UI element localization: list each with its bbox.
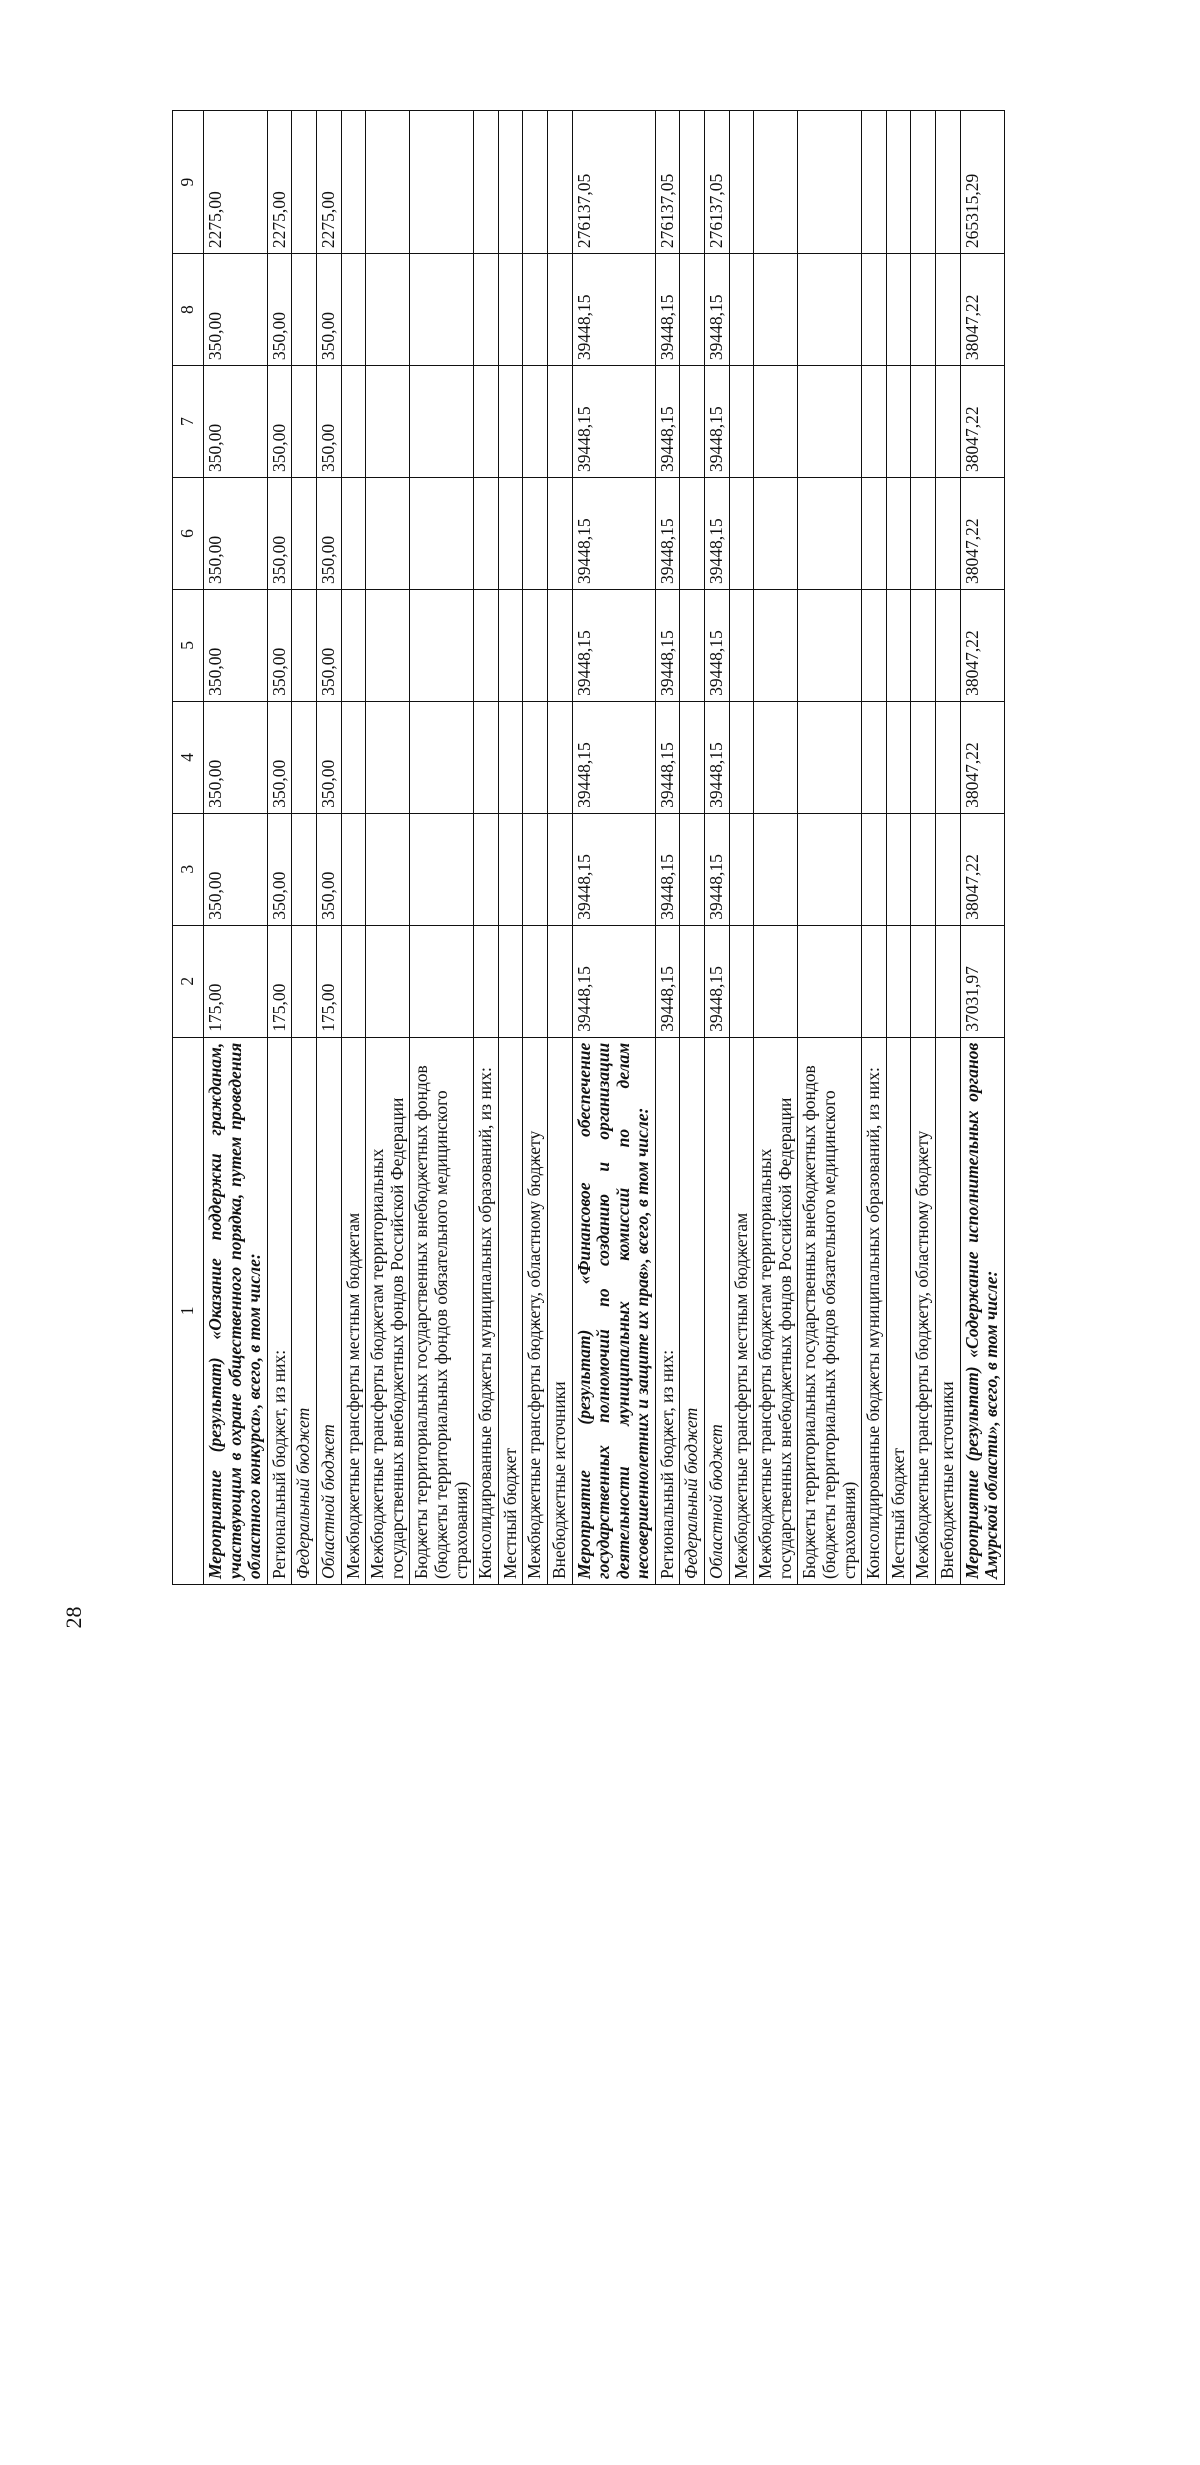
value-cell-col-4: 39448,15 [572, 701, 655, 813]
value-cell-col-6: 350,00 [204, 478, 268, 590]
value-cell-col-8 [498, 254, 523, 366]
value-cell-col-7 [523, 366, 548, 478]
value-cell-col-3 [474, 813, 499, 925]
value-cell-col-5: 350,00 [267, 589, 292, 701]
table-row [936, 111, 961, 1585]
value-cell-col-8 [292, 254, 317, 366]
value-cell-col-3 [754, 813, 798, 925]
value-cell-col-8 [754, 254, 798, 366]
table-row [862, 111, 887, 1585]
column-header-6: 6 [173, 478, 204, 590]
row-label-cell: Консолидированные бюджеты муниципальных образований, из них: [474, 1037, 499, 1584]
value-cell-col-6 [523, 478, 548, 590]
value-cell-col-3 [410, 813, 474, 925]
value-cell-col-8 [523, 254, 548, 366]
value-cell-col-8 [886, 254, 911, 366]
value-cell-col-9 [341, 111, 366, 254]
value-cell-col-3: 350,00 [204, 813, 268, 925]
value-cell-col-2: 39448,15 [572, 925, 655, 1037]
value-cell-col-9 [886, 111, 911, 254]
rotated-page-content [172, 55, 1107, 1585]
value-cell-col-8 [729, 254, 754, 366]
value-cell-col-7 [410, 366, 474, 478]
column-header-5: 5 [173, 589, 204, 701]
column-header-7: 7 [173, 366, 204, 478]
value-cell-col-4 [936, 701, 961, 813]
row-label-cell: Региональный бюджет, из них: [655, 1037, 680, 1584]
value-cell-col-3: 39448,15 [655, 813, 680, 925]
value-cell-col-3 [292, 813, 317, 925]
value-cell-col-6 [862, 478, 887, 590]
value-cell-col-2 [498, 925, 523, 1037]
value-cell-col-7 [547, 366, 572, 478]
value-cell-col-8 [936, 254, 961, 366]
value-cell-col-2 [729, 925, 754, 1037]
value-cell-col-7: 350,00 [316, 366, 341, 478]
value-cell-col-9 [798, 111, 862, 254]
value-cell-col-2 [754, 925, 798, 1037]
value-cell-col-3: 39448,15 [572, 813, 655, 925]
value-cell-col-2 [523, 925, 548, 1037]
value-cell-col-9: 2275,00 [204, 111, 268, 254]
value-cell-col-4 [754, 701, 798, 813]
value-cell-col-2: 175,00 [316, 925, 341, 1037]
value-cell-col-8 [680, 254, 705, 366]
table-row [680, 111, 705, 1585]
table-row [705, 111, 730, 1585]
value-cell-col-9 [911, 111, 936, 254]
value-cell-col-5 [798, 589, 862, 701]
row-label-cell: Областной бюджет [316, 1037, 341, 1584]
row-label-cell: Местный бюджет [886, 1037, 911, 1584]
value-cell-col-9 [754, 111, 798, 254]
value-cell-col-3: 350,00 [316, 813, 341, 925]
table-row [655, 111, 680, 1585]
value-cell-col-4 [523, 701, 548, 813]
value-cell-col-5: 350,00 [204, 589, 268, 701]
value-cell-col-4 [862, 701, 887, 813]
value-cell-col-6 [798, 478, 862, 590]
value-cell-col-6 [410, 478, 474, 590]
value-cell-col-6 [886, 478, 911, 590]
value-cell-col-9 [523, 111, 548, 254]
value-cell-col-8: 39448,15 [572, 254, 655, 366]
value-cell-col-5 [936, 589, 961, 701]
value-cell-col-9: 276137,05 [572, 111, 655, 254]
value-cell-col-5 [523, 589, 548, 701]
value-cell-col-6 [754, 478, 798, 590]
value-cell-col-4 [292, 701, 317, 813]
row-label-cell: Федеральный бюджет [292, 1037, 317, 1584]
value-cell-col-6 [911, 478, 936, 590]
value-cell-col-7: 350,00 [267, 366, 292, 478]
value-cell-col-4: 350,00 [204, 701, 268, 813]
row-label-cell: Местный бюджет [498, 1037, 523, 1584]
row-label-cell: Бюджеты территориальных государственных внебюджетных фондов (бюджеты территориальных фондов обязательного медицинского страхования) [798, 1037, 862, 1584]
value-cell-col-2 [886, 925, 911, 1037]
value-cell-col-2: 37031,97 [960, 925, 1004, 1037]
row-label-cell: Консолидированные бюджеты муниципальных образований, из них: [862, 1037, 887, 1584]
value-cell-col-9 [936, 111, 961, 254]
row-label-cell: Межбюджетные трансферты бюджету, областному бюджету [523, 1037, 548, 1584]
value-cell-col-4 [341, 701, 366, 813]
value-cell-col-8 [798, 254, 862, 366]
value-cell-col-7: 39448,15 [655, 366, 680, 478]
table-row [316, 111, 341, 1585]
value-cell-col-5 [341, 589, 366, 701]
value-cell-col-5 [547, 589, 572, 701]
value-cell-col-8 [410, 254, 474, 366]
value-cell-col-7 [729, 366, 754, 478]
value-cell-col-7 [680, 366, 705, 478]
value-cell-col-3 [498, 813, 523, 925]
value-cell-col-7 [886, 366, 911, 478]
row-label-cell: Межбюджетные трансферты местным бюджетам [729, 1037, 754, 1584]
value-cell-col-4 [911, 701, 936, 813]
value-cell-col-2: 175,00 [204, 925, 268, 1037]
value-cell-col-4 [366, 701, 410, 813]
value-cell-col-6 [292, 478, 317, 590]
value-cell-col-4 [798, 701, 862, 813]
table-row [754, 111, 798, 1585]
value-cell-col-3 [936, 813, 961, 925]
table-row [911, 111, 936, 1585]
column-header-9: 9 [173, 111, 204, 254]
value-cell-col-2 [292, 925, 317, 1037]
row-label-cell: Областной бюджет [705, 1037, 730, 1584]
value-cell-col-5 [754, 589, 798, 701]
value-cell-col-5: 39448,15 [572, 589, 655, 701]
value-cell-col-9 [292, 111, 317, 254]
value-cell-col-8 [547, 254, 572, 366]
value-cell-col-5 [862, 589, 887, 701]
value-cell-col-5: 350,00 [316, 589, 341, 701]
budget-table [172, 110, 1005, 1585]
value-cell-col-8: 350,00 [204, 254, 268, 366]
value-cell-col-2: 39448,15 [705, 925, 730, 1037]
value-cell-col-9 [474, 111, 499, 254]
value-cell-col-6 [366, 478, 410, 590]
value-cell-col-7: 350,00 [204, 366, 268, 478]
value-cell-col-3 [862, 813, 887, 925]
value-cell-col-2 [798, 925, 862, 1037]
value-cell-col-9 [680, 111, 705, 254]
value-cell-col-3: 350,00 [267, 813, 292, 925]
value-cell-col-9 [366, 111, 410, 254]
table-row [798, 111, 862, 1585]
value-cell-col-5 [680, 589, 705, 701]
value-cell-col-6: 38047,22 [960, 478, 1004, 590]
value-cell-col-7 [366, 366, 410, 478]
value-cell-col-8 [474, 254, 499, 366]
table-row [729, 111, 754, 1585]
value-cell-col-2: 175,00 [267, 925, 292, 1037]
table-row [366, 111, 410, 1585]
value-cell-col-3 [366, 813, 410, 925]
value-cell-col-3 [523, 813, 548, 925]
value-cell-col-3: 39448,15 [705, 813, 730, 925]
value-cell-col-7 [911, 366, 936, 478]
value-cell-col-4: 39448,15 [655, 701, 680, 813]
measure-row [572, 111, 655, 1585]
value-cell-col-6 [936, 478, 961, 590]
value-cell-col-4 [729, 701, 754, 813]
value-cell-col-8 [862, 254, 887, 366]
column-header-3: 3 [173, 813, 204, 925]
value-cell-col-6 [341, 478, 366, 590]
value-cell-col-3 [341, 813, 366, 925]
measure-row [960, 111, 1004, 1585]
value-cell-col-6 [474, 478, 499, 590]
value-cell-col-4 [498, 701, 523, 813]
value-cell-col-9 [729, 111, 754, 254]
row-label-cell: Межбюджетные трансферты бюджетам территориальных государственных внебюджетных фондов Российской Федерации [754, 1037, 798, 1584]
value-cell-col-4 [547, 701, 572, 813]
column-header-2: 2 [173, 925, 204, 1037]
table-row [267, 111, 292, 1585]
row-label-cell: Мероприятие (результат) «Содержание исполнительных органов Амурской области», всего, в том числе: [960, 1037, 1004, 1584]
value-cell-col-5 [911, 589, 936, 701]
value-cell-col-9 [498, 111, 523, 254]
value-cell-col-3 [680, 813, 705, 925]
measure-row [204, 111, 268, 1585]
value-cell-col-2 [341, 925, 366, 1037]
row-label-cell: Межбюджетные трансферты местным бюджетам [341, 1037, 366, 1584]
value-cell-col-8: 39448,15 [705, 254, 730, 366]
value-cell-col-5: 39448,15 [705, 589, 730, 701]
value-cell-col-7: 38047,22 [960, 366, 1004, 478]
value-cell-col-6 [547, 478, 572, 590]
value-cell-col-3 [729, 813, 754, 925]
value-cell-col-4: 350,00 [316, 701, 341, 813]
value-cell-col-5 [886, 589, 911, 701]
row-label-cell: Бюджеты территориальных государственных внебюджетных фондов (бюджеты территориальных фондов обязательного медицинского страхования) [410, 1037, 474, 1584]
row-label-cell: Внебюджетные источники [547, 1037, 572, 1584]
table-row [292, 111, 317, 1585]
value-cell-col-7 [798, 366, 862, 478]
value-cell-col-2 [366, 925, 410, 1037]
value-cell-col-6 [729, 478, 754, 590]
table-row [886, 111, 911, 1585]
table-row [547, 111, 572, 1585]
value-cell-col-4 [680, 701, 705, 813]
value-cell-col-8 [366, 254, 410, 366]
column-header-4: 4 [173, 701, 204, 813]
row-label-cell: Межбюджетные трансферты бюджету, областному бюджету [911, 1037, 936, 1584]
value-cell-col-7 [292, 366, 317, 478]
row-label-cell: Мероприятие (результат) «Финансовое обеспечение государственных полномочий по созданию и организации деятельности муниципальных комиссий по делам несовершеннолетних и защите их прав», всего, в том числе: [572, 1037, 655, 1584]
value-cell-col-3 [911, 813, 936, 925]
value-cell-col-7 [754, 366, 798, 478]
value-cell-col-7 [341, 366, 366, 478]
value-cell-col-6: 350,00 [267, 478, 292, 590]
row-label-cell: Региональный бюджет, из них: [267, 1037, 292, 1584]
table-row [341, 111, 366, 1585]
value-cell-col-6 [680, 478, 705, 590]
value-cell-col-8: 350,00 [316, 254, 341, 366]
value-cell-col-6: 39448,15 [572, 478, 655, 590]
value-cell-col-4 [474, 701, 499, 813]
value-cell-col-3 [547, 813, 572, 925]
value-cell-col-9: 2275,00 [267, 111, 292, 254]
table-row [410, 111, 474, 1585]
column-header-8: 8 [173, 254, 204, 366]
value-cell-col-6 [498, 478, 523, 590]
table-header-row [173, 111, 204, 1585]
value-cell-col-5 [498, 589, 523, 701]
row-label-cell: Межбюджетные трансферты бюджетам территориальных государственных внебюджетных фондов Российской Федерации [366, 1037, 410, 1584]
value-cell-col-2 [410, 925, 474, 1037]
value-cell-col-5: 38047,22 [960, 589, 1004, 701]
value-cell-col-8: 38047,22 [960, 254, 1004, 366]
value-cell-col-7: 39448,15 [705, 366, 730, 478]
value-cell-col-9 [862, 111, 887, 254]
value-cell-col-3: 38047,22 [960, 813, 1004, 925]
value-cell-col-5 [474, 589, 499, 701]
value-cell-col-7 [498, 366, 523, 478]
value-cell-col-8: 39448,15 [655, 254, 680, 366]
page-number: 28 [61, 1606, 86, 1629]
table-row [498, 111, 523, 1585]
value-cell-col-5 [292, 589, 317, 701]
value-cell-col-2 [936, 925, 961, 1037]
value-cell-col-3 [798, 813, 862, 925]
value-cell-col-9 [547, 111, 572, 254]
value-cell-col-6: 350,00 [316, 478, 341, 590]
value-cell-col-2 [547, 925, 572, 1037]
value-cell-col-9 [410, 111, 474, 254]
row-label-cell: Мероприятие (результат) «Оказание поддержки гражданам, участвующим в охране общественного порядка, путем проведения областного конкурса», всего, в том числе: [204, 1037, 268, 1584]
value-cell-col-4: 39448,15 [705, 701, 730, 813]
value-cell-col-2 [680, 925, 705, 1037]
value-cell-col-2 [474, 925, 499, 1037]
table-row [474, 111, 499, 1585]
value-cell-col-6: 39448,15 [655, 478, 680, 590]
table-row [523, 111, 548, 1585]
value-cell-col-9: 276137,05 [705, 111, 730, 254]
value-cell-col-8: 350,00 [267, 254, 292, 366]
value-cell-col-9: 265315,29 [960, 111, 1004, 254]
value-cell-col-7 [936, 366, 961, 478]
value-cell-col-4 [410, 701, 474, 813]
row-label-cell: Федеральный бюджет [680, 1037, 705, 1584]
value-cell-col-5 [366, 589, 410, 701]
value-cell-col-3 [886, 813, 911, 925]
value-cell-col-2: 39448,15 [655, 925, 680, 1037]
value-cell-col-7 [474, 366, 499, 478]
value-cell-col-6: 39448,15 [705, 478, 730, 590]
value-cell-col-9: 276137,05 [655, 111, 680, 254]
value-cell-col-7 [862, 366, 887, 478]
value-cell-col-5 [729, 589, 754, 701]
row-label-cell: Внебюджетные источники [936, 1037, 961, 1584]
column-header-1: 1 [173, 1037, 204, 1584]
value-cell-col-4 [886, 701, 911, 813]
value-cell-col-5: 39448,15 [655, 589, 680, 701]
value-cell-col-4: 350,00 [267, 701, 292, 813]
value-cell-col-7: 39448,15 [572, 366, 655, 478]
value-cell-col-2 [911, 925, 936, 1037]
value-cell-col-4: 38047,22 [960, 701, 1004, 813]
value-cell-col-9: 2275,00 [316, 111, 341, 254]
value-cell-col-5 [410, 589, 474, 701]
value-cell-col-2 [862, 925, 887, 1037]
value-cell-col-8 [341, 254, 366, 366]
value-cell-col-8 [911, 254, 936, 366]
